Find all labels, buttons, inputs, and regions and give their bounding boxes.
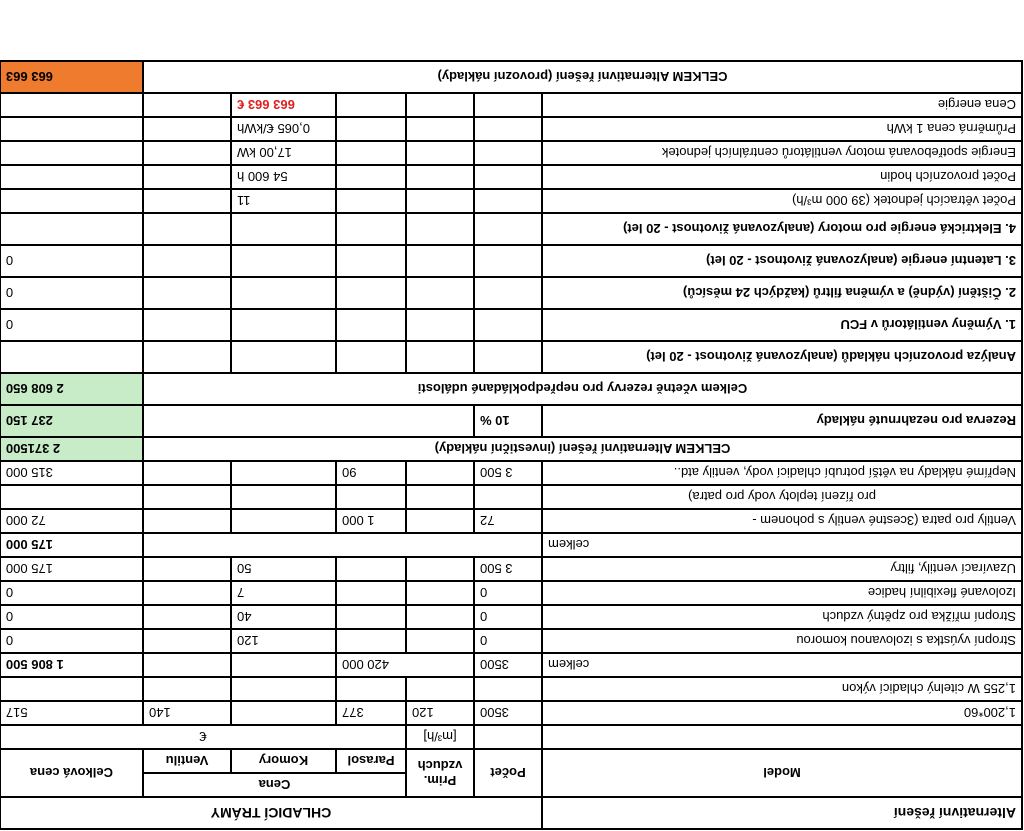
table-row: 1,200*60 3500 120 377 140 517 [0,701,1022,725]
energy-cost-cell: 663 663 € [231,93,336,117]
table-row: celkem 175 000 [0,533,1022,557]
col-cena: Cena [143,773,406,797]
units-row [0,725,1022,749]
table-row: 1,255 W citelný chladicí výkon [0,677,1022,701]
table-row: CELKEM Alternativní řešení (investiční náklady) 2 371500 [0,437,1022,461]
col-prim-line1: Prim. [423,773,457,788]
unit-currency: € [0,725,406,749]
col-prim [406,749,474,797]
table-row: Energie spotřebovaná motory ventilátorů centrálních jednotek 17,00 kW [0,141,1022,165]
col-model: Model [542,749,1022,797]
table-row: celkem 3500 420 000 1 806 500 [0,653,1022,677]
unit-flow: [m³/h] [406,725,474,749]
table-row: Analýza provozních nákladů (analyzovaná životnost - 20 let) [0,341,1022,373]
table-row: Stropní vyústka s izolovanou komorou 0 120 0 [0,629,1022,653]
col-parasol: Parasol [336,749,406,773]
table-row: 1. Výměny ventilátorů v FCU 0 [0,309,1022,341]
table-row: Celkem včetně rezervy pro nepředpokládané události 2 608 650 [0,373,1022,405]
col-prim-line2: vzduch [417,758,463,773]
table-row: Uzavírací ventily, filtry 3 500 50 175 000 [0,557,1022,581]
left-title: Alternativní řešení [542,797,1022,829]
table-row: 2. Čištění (výdně) a výměna filtrů (každých 24 měsíců) 0 [0,277,1022,309]
table-row: CELKEM Alternativní řešení (provozní náklady) 663 663 [0,61,1022,93]
grand-total-cell: 2 608 650 [0,373,143,405]
header-row-1 [0,797,1022,829]
table-row: Průměrná cena 1 kWh 0,065 €/kWh [0,117,1022,141]
reserve-cell: 237 150 [0,405,143,437]
right-title: CHLADICÍ TRÁMY [0,797,542,829]
header-row-2 [0,773,1022,797]
table-row: Cena energie 663 663 € [0,93,1022,117]
table-row: Rezerva pro nezahrnuté náklady 10 % 237 150 [0,405,1022,437]
operating-total-cell: 663 663 [0,61,143,93]
table-row: Počet větracích jednotek (39 000 m³/h) 11 [0,189,1022,213]
table-row: Nepřímé náklady na větší potrubí chladicí vody, ventily atd.. 3 500 90 315 000 [0,461,1022,485]
table-row: 3. Latentní energie (analyzovaná životnost - 20 let) 0 [0,245,1022,277]
col-komory: Komory [231,749,336,773]
col-pocet: Počet [474,749,542,797]
table-row: Stropní mřížka pro zpětný vzduch 0 40 0 [0,605,1022,629]
invest-total-cell: 2 371500 [0,437,143,461]
col-celkova: Celková cena [0,749,143,797]
col-ventilu: Ventilu [143,749,231,773]
table-row: pro řízení teploty vody pro patra) [0,485,1022,509]
table-row: Izolované flexibilní hadice 0 7 0 [0,581,1022,605]
table-row: Počet provozních hodin 54 600 h [0,165,1022,189]
table-row: 4. Elektrická energie pro motory (analyzovaná životnost - 20 let) [0,213,1022,245]
table-row: Ventily pro patra (3cestné ventily s pohonem - 72 1 000 72 000 [0,509,1022,533]
